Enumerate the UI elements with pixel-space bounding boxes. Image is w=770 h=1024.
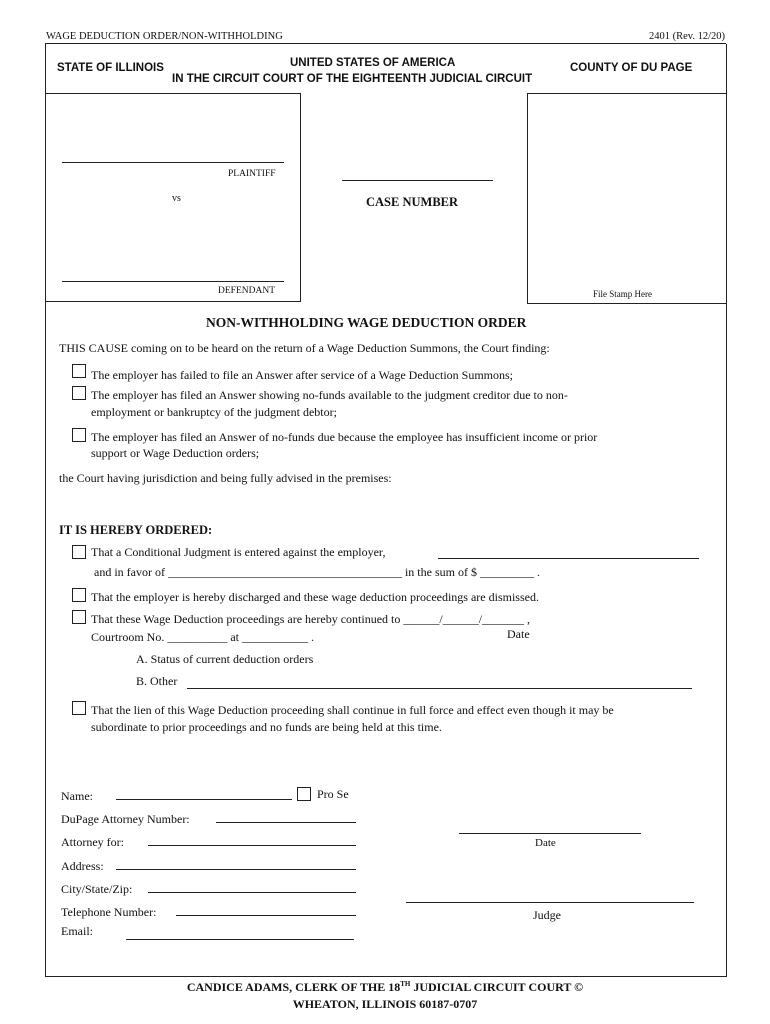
vs-label: vs [172, 193, 181, 204]
plaintiff-line [62, 162, 284, 163]
city-label: City/State/Zip: [61, 882, 133, 896]
plaintiff-label: PLAINTIFF [228, 169, 276, 179]
item-3-a: A. Status of current deduction orders [136, 652, 314, 666]
finding-2-checkbox[interactable] [72, 386, 86, 400]
item-2-text: That the employer is hereby discharged and these wage deduction proceedings are dismissed. [91, 590, 539, 604]
employer-name-line[interactable] [438, 558, 699, 559]
judge-label: Judge [533, 908, 561, 922]
clerk-sup: TH [400, 980, 411, 988]
finding-1-text: The employer has failed to file an Answer after service of a Wage Deduction Summons; [91, 368, 514, 382]
signature-date-label: Date [535, 837, 556, 849]
clerk-suffix: JUDICIAL CIRCUIT COURT © [410, 980, 584, 994]
case-number-line [342, 180, 493, 181]
state-label: STATE OF ILLINOIS [57, 62, 164, 74]
signature-date-line[interactable] [459, 833, 641, 834]
telephone-label: Telephone Number: [61, 905, 157, 919]
email-label: Email: [61, 924, 93, 938]
circuit-label: IN THE CIRCUIT COURT OF THE EIGHTEENTH JUDICIAL CIRCUIT [172, 73, 533, 85]
item-1-checkbox[interactable] [72, 545, 86, 559]
other-line[interactable] [187, 688, 692, 689]
email-line[interactable] [126, 939, 354, 940]
item-1-text-2: and in favor of _______________________________________ in the sum of $ _________ . [94, 565, 540, 579]
clerk-prefix: CANDICE ADAMS, CLERK OF THE 18 [186, 980, 401, 994]
attorney-for-label: Attorney for: [61, 835, 124, 849]
country-label: UNITED STATES OF AMERICA [290, 57, 456, 69]
item-4-text-2: subordinate to prior proceedings and no funds are being held at this time. [91, 720, 442, 734]
intro-text: THIS CAUSE coming on to be heard on the return of a Wage Deduction Summons, the Court finding: [59, 341, 550, 355]
finding-3-checkbox[interactable] [72, 428, 86, 442]
file-stamp-label: File Stamp Here [593, 289, 652, 299]
clerk-address: WHEATON, ILLINOIS 60187-0707 [292, 997, 478, 1011]
continued-date-label: Date [507, 627, 530, 641]
pro-se-checkbox[interactable] [297, 787, 311, 801]
finding-2-text-1: The employer has filed an Answer showing no-funds available to the judgment creditor due to non- [91, 388, 568, 402]
clerk-line [0, 980, 770, 995]
item-1-text-1: That a Conditional Judgment is entered against the employer, [91, 545, 386, 559]
city-line[interactable] [148, 892, 356, 893]
finding-1-checkbox[interactable] [72, 364, 86, 378]
county-label: COUNTY OF DU PAGE [570, 62, 693, 74]
finding-2-text-2: employment or bankruptcy of the judgment debtor; [91, 405, 337, 419]
item-3-checkbox[interactable] [72, 610, 86, 624]
name-label: Name: [61, 789, 93, 803]
form-title: WAGE DEDUCTION ORDER/NON-WITHHOLDING [46, 31, 283, 42]
item-3-text-2: Courtroom No. __________ at ___________ . [91, 630, 314, 644]
telephone-line[interactable] [176, 915, 356, 916]
name-line[interactable] [116, 799, 292, 800]
dupage-number-line[interactable] [216, 822, 356, 823]
defendant-label: DEFENDANT [218, 286, 275, 296]
form-number: 2401 (Rev. 12/20) [648, 31, 725, 42]
item-3-text-1: That these Wage Deduction proceedings are hereby continued to ______/______/_______ , [91, 612, 531, 626]
defendant-line [62, 281, 284, 282]
jurisdiction-text: the Court having jurisdiction and being fully advised in the premises: [59, 471, 392, 485]
case-number-label: CASE NUMBER [366, 195, 459, 209]
item-4-checkbox[interactable] [72, 701, 86, 715]
judge-line[interactable] [406, 902, 694, 903]
item-4-text-1: That the lien of this Wage Deduction proceeding shall continue in full force and effect even though it may be [91, 703, 614, 717]
finding-3-text-2: support or Wage Deduction orders; [91, 446, 260, 460]
item-2-checkbox[interactable] [72, 588, 86, 602]
attorney-for-line[interactable] [148, 845, 356, 846]
file-stamp-box [527, 93, 726, 304]
pro-se-label: Pro Se [317, 787, 349, 801]
finding-3-text-1: The employer has filed an Answer of no-funds due because the employee has insufficient income or prior [91, 430, 598, 444]
address-line[interactable] [116, 869, 356, 870]
ordered-heading: IT IS HEREBY ORDERED: [59, 523, 213, 537]
item-3-b: B. Other [136, 674, 178, 688]
dupage-number-label: DuPage Attorney Number: [61, 812, 190, 826]
order-title: NON-WITHHOLDING WAGE DEDUCTION ORDER [206, 315, 527, 330]
address-label: Address: [61, 859, 104, 873]
